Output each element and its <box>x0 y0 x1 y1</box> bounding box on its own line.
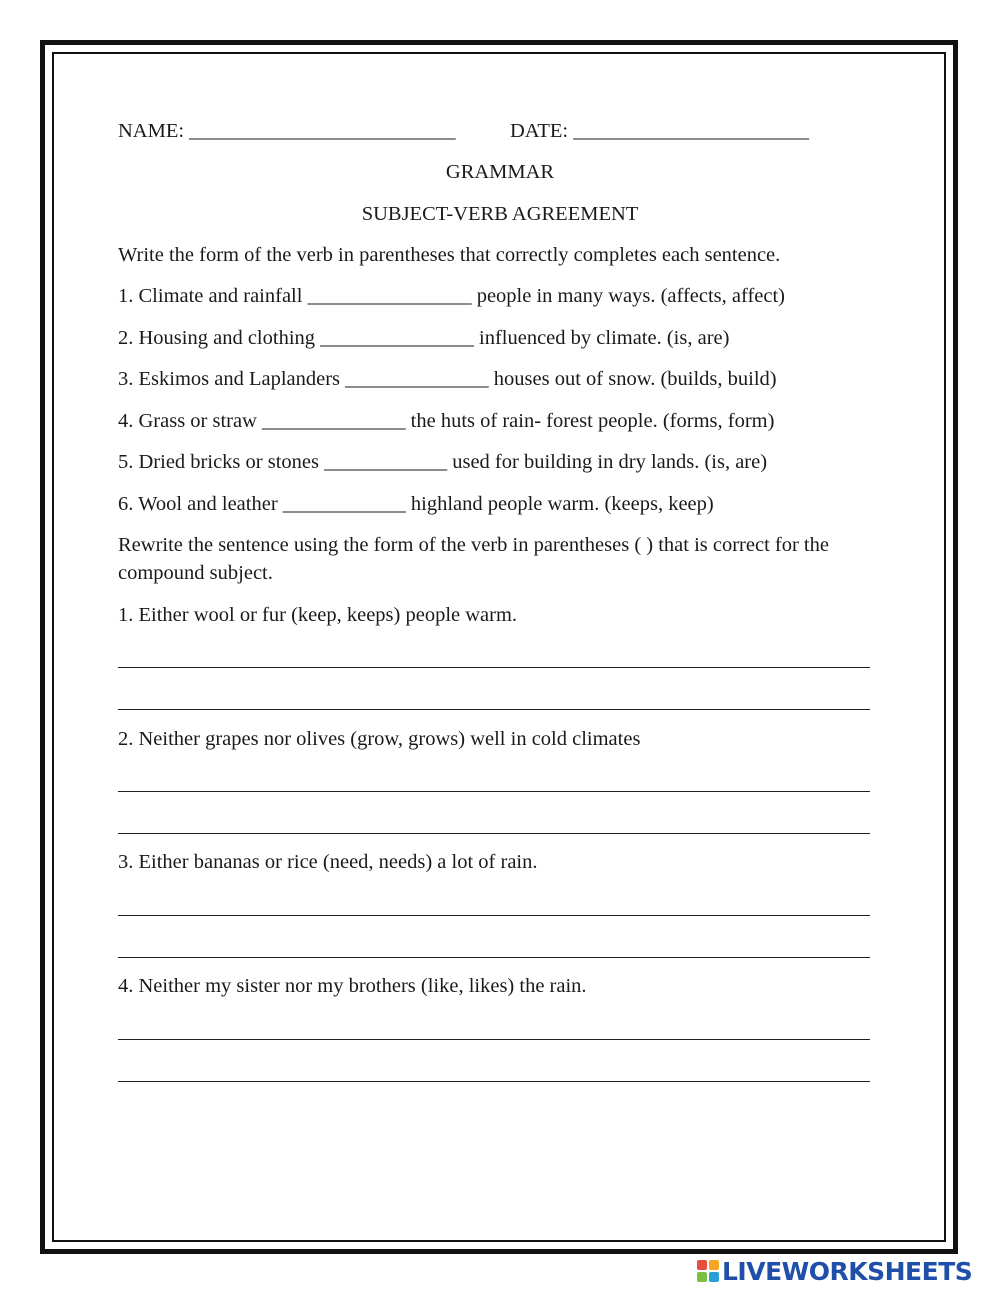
part1-item-3: 3. Eskimos and Laplanders ______________ houses out of snow. (builds, build) <box>118 368 777 390</box>
answer-line[interactable] <box>118 833 870 834</box>
worksheet-title: GRAMMAR <box>445 161 555 183</box>
answer-line[interactable] <box>118 791 870 792</box>
logo-square-orange <box>709 1260 719 1270</box>
part1-item-1: 1. Climate and rainfall ________________ people in many ways. (affects, affect) <box>118 285 786 307</box>
part1-item-4: 4. Grass or straw ______________ the huts of rain- forest people. (forms, form) <box>118 410 775 432</box>
name-field-line: NAME: __________________________ <box>118 120 456 142</box>
logo-square-red <box>697 1260 707 1270</box>
logo-square-blue <box>709 1272 719 1282</box>
part1-item-2: 2. Housing and clothing _______________ influenced by climate. (is, are) <box>118 327 730 349</box>
part2-item-1: 1. Either wool or fur (keep, keeps) people warm. <box>118 604 518 626</box>
logo-square-green <box>697 1272 707 1282</box>
answer-line[interactable] <box>118 915 870 916</box>
answer-line[interactable] <box>118 1081 870 1082</box>
part1-item-5: 5. Dried bricks or stones ____________ used for building in dry lands. (is, are) <box>118 451 768 473</box>
liveworksheets-brand: LIVEWORKSHEETS <box>722 1256 973 1286</box>
answer-line[interactable] <box>118 709 870 710</box>
worksheet-subtitle: SUBJECT-VERB AGREEMENT <box>361 203 639 225</box>
part2-instruction: Rewrite the sentence using the form of the verb in parentheses ( ) that is correct for the compound subject. <box>118 534 829 584</box>
part2-item-2: 2. Neither grapes nor olives (grow, grows) well in cold climates <box>118 728 641 750</box>
answer-line[interactable] <box>118 1039 870 1040</box>
part2-item-4: 4. Neither my sister nor my brothers (like, likes) the rain. <box>118 975 587 997</box>
answer-line[interactable] <box>118 957 870 958</box>
part1-item-6: 6. Wool and leather ____________ highland people warm. (keeps, keep) <box>118 493 714 515</box>
inner-border <box>52 52 946 1242</box>
answer-line[interactable] <box>118 667 870 668</box>
liveworksheets-logo-icon <box>697 1260 719 1282</box>
date-field-line: DATE: _______________________ <box>510 120 809 142</box>
part2-item-3: 3. Either bananas or rice (need, needs) a lot of rain. <box>118 851 538 873</box>
part1-instruction: Write the form of the verb in parentheses that correctly completes each sentence. <box>118 244 781 266</box>
liveworksheets-logo <box>697 1256 972 1286</box>
